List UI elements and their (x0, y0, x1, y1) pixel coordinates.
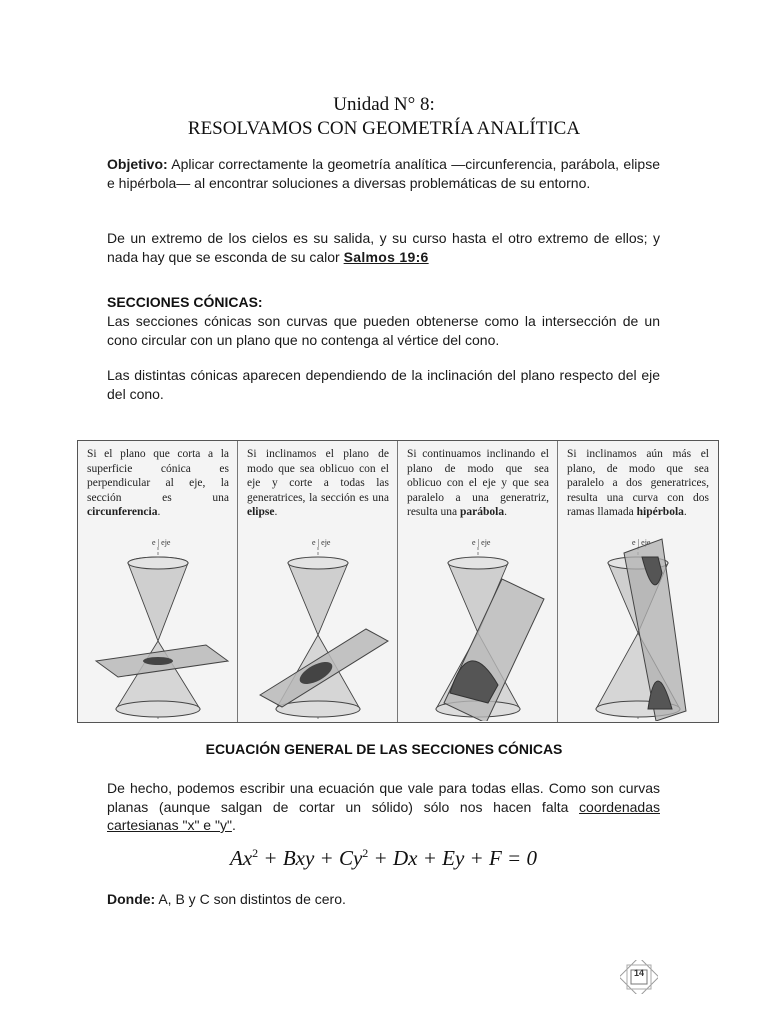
panel-parabola-text: Si continuamos inclinando el plano de modo que sea oblicuo con el eje y que sea paralelo a una generatriz, resulta una parábola. (407, 448, 549, 518)
conic-sections-figure (77, 440, 719, 723)
circle-cone-illustration (78, 533, 238, 721)
verse-paragraph (107, 229, 660, 266)
verse-reference: Salmos 19:6 (343, 248, 429, 265)
equation-text: De hecho, podemos escribir una ecuación que vale para todas ellas. Como son curvas planas (aunque salgan de cortar un sólido) sólo nos hacen falta (107, 780, 660, 815)
verse-text: De un extremo de los cielos es su salida, y su curso hasta el otro extremo de ellos; y nada hay que se esconda de su calor (107, 230, 660, 265)
svg-text:e | eje: e | eje (472, 538, 491, 547)
donde-paragraph (107, 890, 660, 909)
svg-text:e | eje: e | eje (312, 538, 331, 547)
panel-hyperbola-text: Si inclinamos aún más el plano, de modo que sea paralelo a dos generatrices, resulta una curva con dos ramas llamada hipérbola. (567, 448, 709, 518)
donde-label: Donde: (107, 891, 156, 907)
hyperbola-cone-illustration (558, 533, 718, 721)
panel-hyperbola (558, 441, 718, 722)
equation-paragraph: De hecho, podemos escribir una ecuación que vale para todas ellas. Como son curvas planas (aunque salgan de cortar un sólido) sólo nos hacen falta coordenadas cartesianas "x" e "y". (107, 780, 660, 833)
svg-text:e | eje: e | eje (152, 538, 171, 547)
objective-text: Aplicar correctamente la geometría analítica —circunferencia, parábola, elipse e hipérbola— al encontrar soluciones a diversas problemáticas de su entorno. (107, 156, 660, 191)
coordinates-link-text: coordenadas cartesianas "x" e "y" (107, 798, 660, 833)
panel-ellipse (238, 441, 398, 722)
ellipse-cone-illustration (238, 533, 398, 721)
objective-paragraph (107, 155, 660, 192)
panel-circle-text: Si el plano que corta a la superficie cónica es perpendicular al eje, la sección es una circunferencia. (87, 448, 229, 518)
conic-sections-distinct: Las distintas cónicas aparecen dependiendo de la inclinación del plano respecto del eje del cono. (107, 367, 660, 402)
equation-heading: ECUACIÓN GENERAL DE LAS SECCIONES CÓNICAS (205, 741, 563, 757)
svg-text:e | eje: e | eje (632, 538, 651, 547)
panel-parabola (398, 441, 558, 722)
page-number: 14 (633, 968, 644, 978)
objective-label: Objetivo: (107, 156, 168, 172)
panel-circle (78, 441, 238, 722)
general-equation: $Ax^2$ + Bxy + $Cy^2 + Dx + Ey + F = 0$ (230, 846, 537, 870)
unit-number: Unidad N° 8: (333, 94, 435, 115)
conic-sections-intro: Las secciones cónicas son curvas que pueden obtenerse como la intersección de un cono circular con un plano que no contenga al vértice del cono. (107, 313, 660, 348)
panel-ellipse-text: Si inclinamos el plano de modo que sea oblicuo con el eje y corte a todas las generatrices, la sección es una elipse. (247, 448, 389, 518)
conic-sections-heading: SECCIONES CÓNICAS: (107, 294, 263, 310)
donde-text: A, B y C son distintos de cero. (155, 891, 346, 907)
parabola-cone-illustration (398, 533, 558, 721)
unit-title: RESOLVAMOS CON GEOMETRÍA ANALÍTICA (187, 118, 581, 139)
